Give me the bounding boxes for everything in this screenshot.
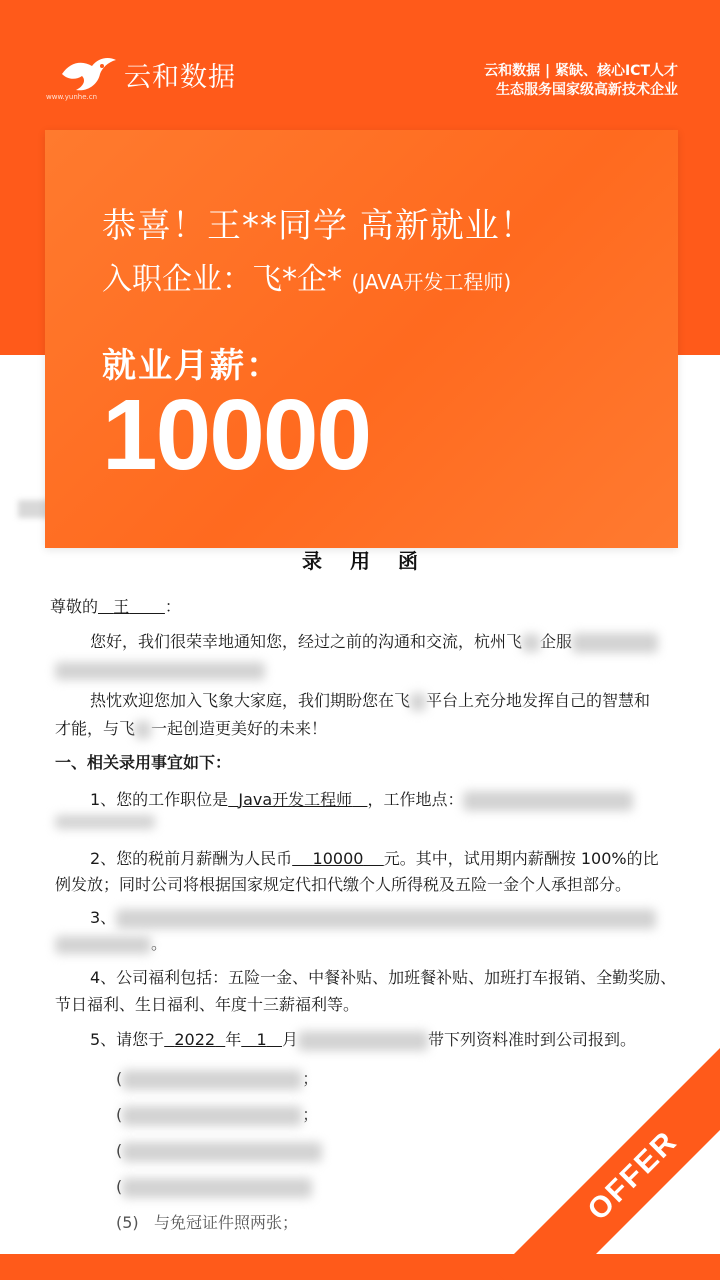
paragraph-2-cont: 才能，与飞 一起创造更美好的未来！ [55, 719, 328, 738]
slogan-line-2: 生态服务国家级高新技术企业 [496, 82, 678, 98]
item-1-redacted [55, 807, 155, 835]
item-1: 1、您的工作职位是 Java开发工程师 ，工作地点： [90, 786, 633, 814]
letter-title: 录用函 [302, 549, 446, 573]
congratulation-card [45, 130, 678, 548]
bird-logo-icon [58, 52, 118, 96]
brand-slogan [484, 62, 678, 100]
document-list-item-4: ( [116, 1173, 312, 1201]
salary-value: 10000 [102, 379, 371, 491]
document-list-item-1: ( ； [116, 1069, 319, 1088]
brand-url: www.yunhe.cn [46, 93, 98, 101]
brand-name: 云和数据 [124, 61, 236, 93]
document-list-item-2: ( ； [116, 1105, 319, 1124]
item-2: 2、您的税前月薪酬为人民币 10000 元。其中，试用期内薪酬按 100%的比 [90, 849, 659, 868]
item-4: 4、公司福利包括：五险一金、中餐补贴、加班餐补贴、加班打车报销、全勤奖励、 [90, 968, 677, 987]
item-3-cont: 。 [55, 930, 167, 958]
item-4-cont: 节日福利、生日福利、年度十三薪福利等。 [55, 995, 360, 1014]
brand-logo [58, 52, 236, 96]
document-list-item-5: (5) 与免冠证件照两张； [116, 1213, 298, 1232]
paragraph-1: 您好，我们很荣幸地通知您，经过之前的沟通和交流，杭州飞 企服 [90, 628, 658, 656]
offer-ribbon [496, 1039, 720, 1280]
item-3: 3、 [90, 904, 656, 932]
employer-line: 入职企业：飞*企* (JAVA开发工程师) [102, 262, 512, 297]
letter-greeting: 尊敬的 王 ： [50, 597, 181, 616]
section-heading-1: 一、相关录用事宜如下： [55, 753, 232, 772]
bottom-bar [0, 1254, 720, 1280]
paragraph-2: 热忱欢迎您加入飞象大家庭，我们期盼您在飞 平台上充分地发挥自己的智慧和 [90, 691, 651, 710]
offer-ribbon-label: OFFER [581, 1124, 684, 1227]
paragraph-1-redacted [55, 656, 265, 684]
salary-label: 就业月薪： [102, 346, 282, 386]
item-5: 5、请您于 2022 年 1 月 带下列资料准时到公司报到。 [90, 1030, 637, 1049]
slogan-line-1: 云和数据 | 紧缺、核心ICT人才 [484, 63, 678, 79]
congratulation-line: 恭喜！王**同学 高新就业！ [102, 206, 535, 246]
item-2-cont: 例发放；同时公司将根据国家规定代扣代缴个人所得税及五险一金个人承担部分。 [55, 875, 632, 894]
document-list-item-3: ( [116, 1137, 322, 1165]
